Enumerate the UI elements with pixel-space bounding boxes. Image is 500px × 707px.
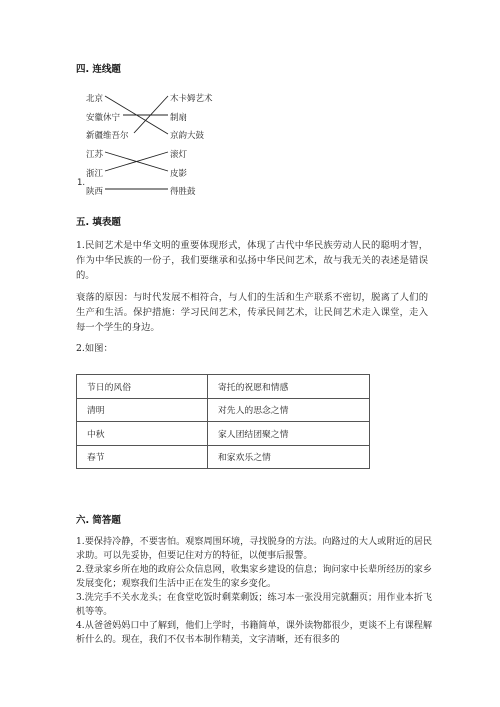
match-right-item: 木卡姆艺术 [170, 94, 213, 104]
match-right-item: 制扇 [170, 113, 188, 123]
answer-paragraph: 2.如图： [76, 343, 113, 354]
answer-item: 2.登录家乡所在地的政府公众信息网，收集家乡建设的信息；询问家中长辈所经历的家乡发展变化；观察我们生活中正在发生的家乡变化。 [76, 565, 432, 590]
match-left-item: 安徽休宁 [86, 113, 121, 123]
section-title-matching: 四. 连线题 [76, 64, 121, 75]
match-left-item: 陕西 [86, 187, 104, 197]
section-title-fill-table: 五. 填表题 [76, 217, 121, 228]
answer-item: 1.要保持冷静，不要害怕。观察周围环境，寻找脱身的方法。向路过的大人或附近的居民求助。可以先妥协，但要记住对方的特征，以便事后报警。 [76, 537, 432, 562]
festival-table [76, 374, 370, 469]
question-number: 1. [77, 178, 86, 188]
table-cell: 和家欢乐之情 [208, 445, 370, 469]
match-right-item: 皮影 [170, 169, 188, 179]
table-row [77, 398, 370, 422]
table-header-row [77, 375, 370, 399]
table-cell: 对先人的思念之情 [208, 398, 370, 422]
match-left-item: 北京 [86, 94, 104, 104]
match-left-item: 江苏 [86, 150, 104, 160]
match-right-item: 得胜鼓 [170, 187, 196, 197]
table-header-cell: 节日的风俗 [77, 375, 208, 399]
match-left-item: 新疆维吾尔 [86, 131, 129, 141]
table-row [77, 422, 370, 446]
answer-paragraph: 1.民间艺术是中华文明的重要体现形式，体现了古代中华民族劳动人民的聪明才智，作为中华民族的一份子，我们要继承和弘扬中华民间艺术，故与我无关的表述是错误的。 [76, 240, 428, 281]
table-row [77, 445, 370, 469]
table-cell: 清明 [77, 398, 208, 422]
table-cell: 春节 [77, 445, 208, 469]
match-right-item: 京韵大鼓 [170, 131, 205, 141]
match-line [134, 96, 168, 133]
section-title-short-answer: 六. 简答题 [76, 515, 121, 526]
table-header-cell: 寄托的祝愿和情感 [208, 375, 370, 399]
match-left-item: 浙江 [86, 169, 104, 179]
match-right-item: 滚灯 [170, 150, 188, 160]
table-cell: 中秋 [77, 422, 208, 446]
matching-lines [0, 0, 500, 210]
answer-paragraph: 衰落的原因：与时代发展不相符合，与人们的生活和生产联系不密切，脱离了人们的生产和生活。保护措施：学习民间艺术，传承民间艺术，让民间艺术走入课堂，走入每一个学生的身边。 [76, 292, 428, 333]
table-cell: 家人团结团聚之情 [208, 422, 370, 446]
answer-item: 3.洗完手不关水龙头；在食堂吃饭时剩菜剩饭；练习本一张没用完就翻页；用作业本折飞机等等。 [76, 593, 432, 618]
answer-item: 4.从爸爸妈妈口中了解到，他们上学时，书籍简单，课外读物都很少，更谈不上有课程解析什么的。现在，我们不仅书本制作精美，文字清晰，还有很多的 [76, 621, 432, 646]
